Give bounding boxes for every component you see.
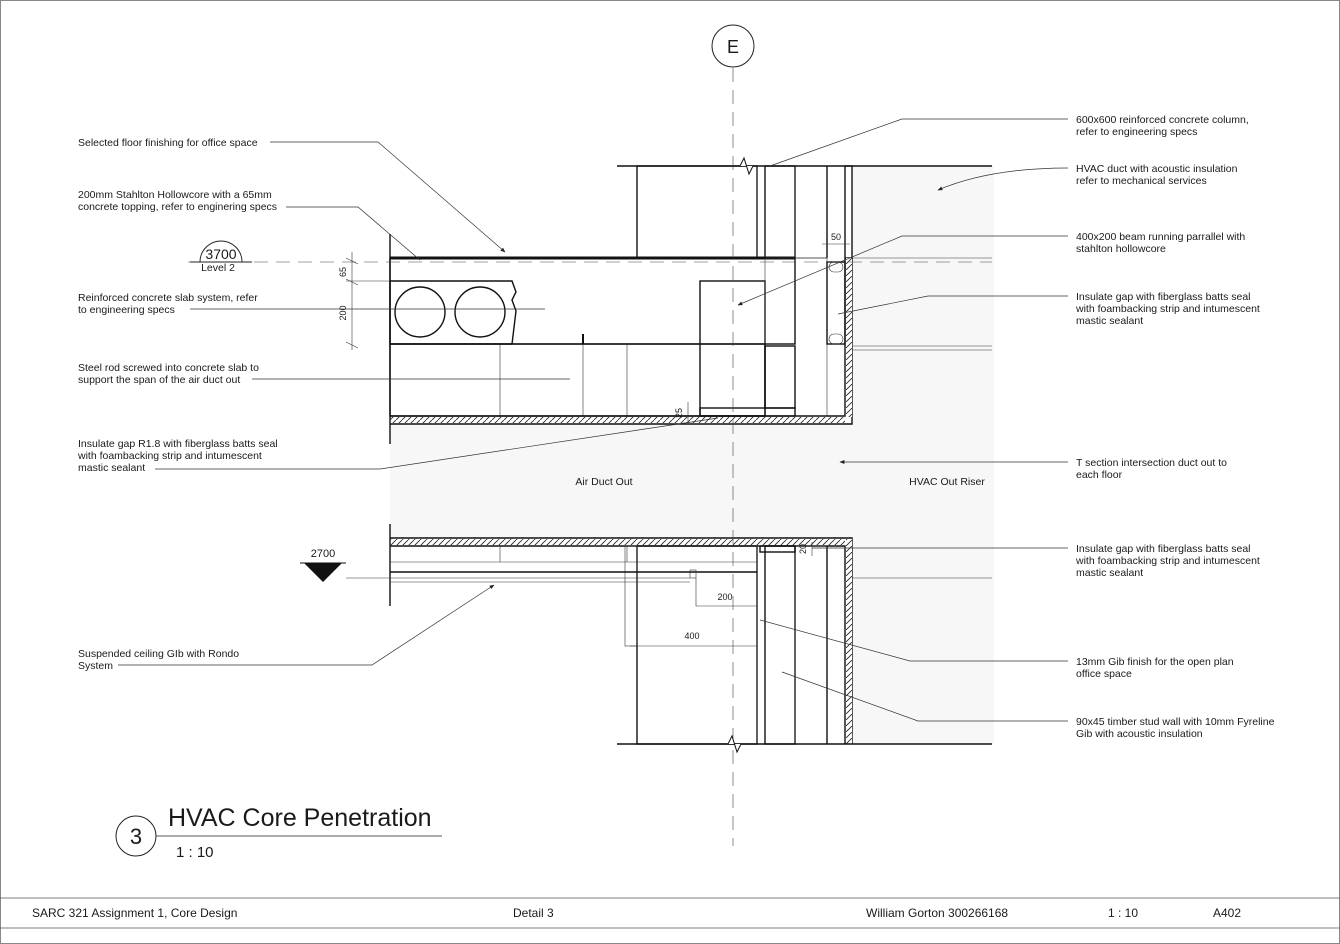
title-block-course: SARC 321 Assignment 1, Core Design [32, 906, 238, 920]
note-gib-finish [760, 620, 1234, 680]
svg-text:90x45 timber stud wall with 10: 90x45 timber stud wall with 10mm Fyreline Gib with acoustic insulation [1076, 716, 1275, 740]
suspended-ceiling [390, 546, 757, 582]
svg-text:Suspended ceiling GIb with Ron: Suspended ceiling GIb with Rondo System [78, 648, 240, 672]
svg-text:Steel rod screwed into concret: Steel rod screwed into concrete slab to support the span of the air duct out [78, 362, 259, 386]
title-block-detail: Detail 3 [513, 906, 554, 920]
level-marker-lower [300, 548, 390, 582]
note-slab-system [78, 292, 545, 316]
hvac-riser-void [390, 166, 994, 744]
view-title-text: HVAC Core Penetration [168, 804, 432, 832]
note-hollowcore [78, 189, 420, 260]
svg-text:Selected floor finishing for o: Selected floor finishing for office space [78, 137, 258, 149]
svg-text:13mm Gib finish for the open p: 13mm Gib finish for the open plan office space [1076, 656, 1234, 680]
svg-text:Reinforced concrete slab syste: Reinforced concrete slab system, refer to engineering specs [78, 292, 258, 316]
left-notes [77, 137, 718, 672]
dim-200-slab: 200 [338, 305, 348, 321]
svg-text:400x200 beam running parrallel: 400x200 beam running parrallel with stahlton hollowcore [1076, 231, 1246, 255]
svg-text:Insulate gap with fiberglass b: Insulate gap with fiberglass batts seal with foambacking strip and intumescent mastic sealant [1076, 543, 1260, 579]
title-block [0, 898, 1340, 928]
note-concrete-column [770, 114, 1249, 166]
upper-concrete-column [617, 166, 757, 258]
dim-400: 400 [684, 631, 700, 641]
label-hvac-out-riser: HVAC Out Riser [909, 476, 985, 488]
view-scale: 1 : 10 [176, 844, 214, 861]
view-title [116, 804, 442, 861]
svg-text:600x600 reinforced concrete co: 600x600 reinforced concrete column, refer to engineering specs [1076, 114, 1249, 138]
dim-65: 65 [338, 266, 348, 278]
dim-50: 50 [830, 232, 842, 242]
svg-text:T section intersection duct ou: T section intersection duct out to each floor [1076, 457, 1227, 481]
hollowcore-plank [390, 281, 516, 344]
title-block-sheet: A402 [1213, 906, 1242, 920]
svg-text:200mm Stahlton Hollowcore with: 200mm Stahlton Hollowcore with a 65mm concrete topping, refer to enginering specs [78, 189, 278, 213]
lower-concrete-column [617, 546, 757, 744]
level-value-lower: 2700 [310, 548, 336, 560]
dim-25: 25 [674, 407, 684, 419]
title-block-author: William Gorton 300266168 [866, 906, 1009, 920]
view-number: 3 [129, 824, 143, 849]
label-air-duct-out: Air Duct Out [575, 476, 633, 488]
level-value-upper: 3700 [205, 246, 237, 262]
level-name-upper: Level 2 [201, 262, 235, 274]
svg-text:Insulate gap R1.8 with fibergl: Insulate gap R1.8 with fiberglass batts seal with foambacking strip and intumescent mastic sealant [78, 438, 278, 474]
title-block-scale: 1 : 10 [1108, 906, 1139, 920]
concrete-beam [700, 258, 845, 416]
note-suspended-ceiling [78, 585, 494, 672]
svg-text:HVAC duct with acoustic insula: HVAC duct with acoustic insulation refer to mechanical services [1076, 163, 1238, 187]
dim-20: 20 [798, 543, 808, 555]
grid-label: E [726, 37, 740, 57]
svg-text:Insulate gap with fiberglass b: Insulate gap with fiberglass batts seal with foambacking strip and intumescent mastic sealant [1076, 291, 1260, 327]
dim-200-ceiling: 200 [717, 592, 733, 602]
note-steel-rod [78, 362, 570, 386]
